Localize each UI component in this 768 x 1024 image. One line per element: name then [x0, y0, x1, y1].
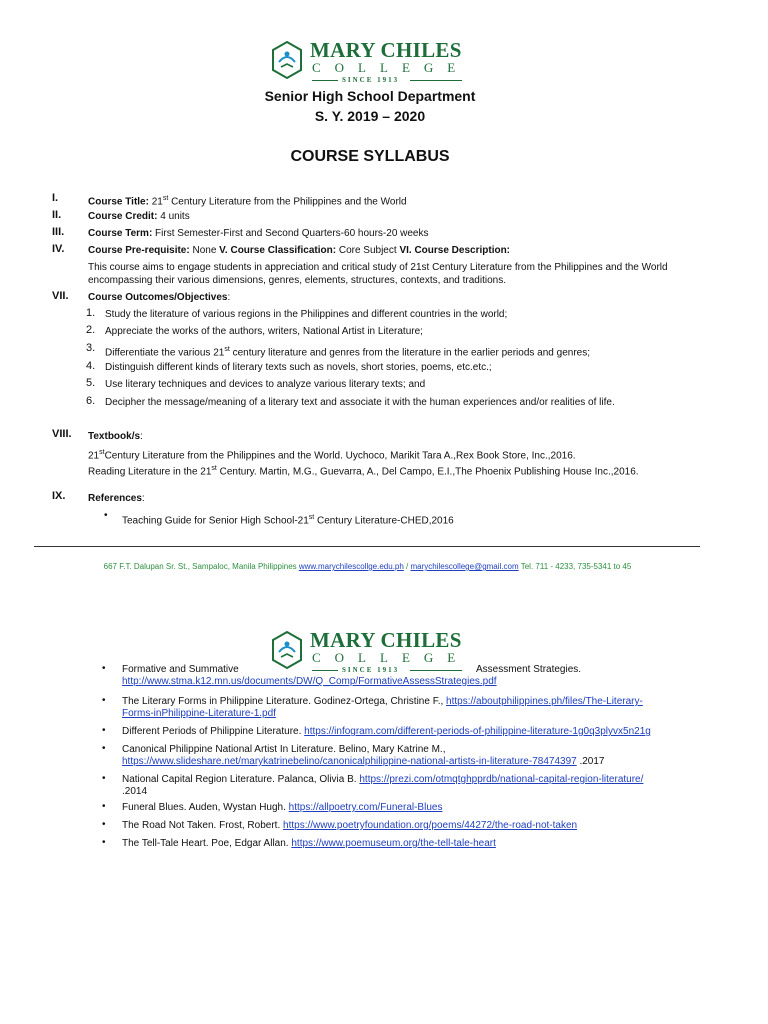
- objective-number: 2.: [86, 324, 96, 336]
- school-year-heading: S. Y. 2019 – 2020: [314, 108, 426, 124]
- college-since: SINCE 1913: [342, 76, 400, 84]
- objective-item: Distinguish different kinds of literary texts such as novels, short stories, poems, etc.etc.;: [105, 362, 492, 373]
- course-prereq-value: None: [189, 245, 220, 256]
- reference-2-link[interactable]: https://aboutphilippines.ph/files/The-Literary-: [446, 696, 643, 707]
- outcomes-heading: [88, 291, 230, 304]
- section-i-numeral: I.: [52, 192, 59, 204]
- reference-item: [122, 744, 702, 768]
- reference-item: [122, 820, 702, 832]
- bullet-icon: •: [102, 773, 106, 784]
- objective-item: Appreciate the works of the authors, writers, National Artist in Literature;: [105, 326, 423, 337]
- reference-5-text: National Capital Region Literature. Palanca, Olivia B.: [122, 774, 360, 785]
- college-subtitle: COLLEGE: [312, 60, 470, 75]
- objective-number: 4.: [86, 360, 96, 372]
- section-viii-numeral: VIII.: [52, 428, 72, 440]
- college-emblem-icon: [270, 40, 304, 80]
- textbook-2-sup: st: [211, 465, 217, 472]
- course-credit-row: [88, 210, 190, 223]
- reference-5-link[interactable]: https://prezi.com/otmqtghpprdb/national-capital-region-literature/: [359, 774, 644, 785]
- reference-4-tail: .2017: [576, 756, 605, 767]
- reference-item: [122, 511, 454, 527]
- reference-3-text: Different Periods of Philippine Literature.: [122, 726, 305, 737]
- reference-0-sup: st: [308, 514, 315, 521]
- textbook-2-post: Century. Martin, M.G., Guevarra, A., Del Campo, E.I.,The Phoenix Publishing House Inc.,2016.: [216, 466, 639, 478]
- textbook-1-post: Century Literature from the Philippines and the World. Uychoco, Marikit Tara A.,Rex Book Store, Inc.,2016.: [104, 450, 576, 462]
- objective-number: 1.: [86, 307, 96, 319]
- reference-item: [122, 696, 702, 720]
- course-term-row: [88, 227, 429, 240]
- bullet-icon: •: [104, 510, 108, 521]
- objective-3-post: century literature and genres from the literature in the earlier periods and genres;: [229, 347, 590, 359]
- objective-number: 3.: [86, 342, 96, 354]
- reference-2-text: The Literary Forms in Philippine Literature. Godinez-Ortega, Christine F.,: [122, 696, 447, 707]
- course-title-row: [88, 192, 407, 208]
- reference-6-text: Funeral Blues. Auden, Wystan Hugh.: [122, 802, 289, 813]
- footer-tel: Tel. 711 - 4233, 735-5341 to 45: [518, 562, 632, 571]
- outcomes-label: Course Outcomes/Objectives: [88, 292, 228, 303]
- course-title-value-post: Century Literature from the Philippines and the World: [168, 196, 407, 208]
- college-logo: [270, 40, 470, 86]
- page-divider: [34, 546, 700, 547]
- footer-address: 667 F.T. Dalupan Sr. St., Sampaloc, Manila Philippines: [103, 562, 299, 571]
- college-subtitle: COLLEGE: [312, 650, 470, 665]
- textbook-item: [88, 462, 639, 478]
- reference-1-a: Formative and Summative: [122, 664, 239, 675]
- course-credit-label: Course Credit:: [88, 211, 158, 222]
- references-colon: :: [141, 493, 145, 504]
- objective-number: 6.: [86, 395, 96, 407]
- section-iv-numeral: IV.: [52, 243, 65, 255]
- section-ii-numeral: II.: [52, 209, 62, 221]
- reference-1-b: Assessment Strategies.: [476, 664, 582, 675]
- objective-number: 5.: [86, 377, 96, 389]
- reference-0-pre: Teaching Guide for Senior High School-21: [122, 515, 309, 527]
- textbooks-label: Textbook/s: [88, 431, 141, 442]
- reference-4-link[interactable]: https://www.slideshare.net/marykatrinebelino/canonicalphilippine-national-artists-in-literature-78474397: [122, 756, 577, 767]
- reference-5-tail: .2014: [122, 786, 148, 797]
- objective-item: Use literary techniques and devices to analyze various literary texts; and: [105, 379, 426, 390]
- reference-1-link[interactable]: http://www.stma.k12.mn.us/documents/DW/Q_Comp/FormativeAssessStrategies.pdf: [122, 676, 497, 687]
- course-prereq-row: [88, 244, 510, 257]
- textbook-item: [88, 446, 576, 462]
- bullet-icon: •: [102, 725, 106, 736]
- course-classification-value: Core Subject: [336, 245, 400, 256]
- course-title-sup: st: [162, 195, 169, 202]
- reference-0-post: Century Literature-CHED,2016: [314, 515, 454, 527]
- reference-item: [122, 774, 702, 798]
- bullet-icon: •: [102, 663, 106, 674]
- section-iii-numeral: III.: [52, 226, 65, 238]
- objective-item: Study the literature of various regions in the Philippines and different countries in the world;: [105, 309, 508, 320]
- references-label: References: [88, 493, 142, 504]
- course-credit-value: 4 units: [157, 211, 190, 222]
- course-classification-label: V. Course Classification:: [219, 245, 337, 256]
- course-term-label: Course Term:: [88, 228, 153, 239]
- reference-8-link[interactable]: https://www.poemuseum.org/the-tell-tale-heart: [291, 838, 496, 849]
- college-brand-name: MARY CHILES: [310, 628, 462, 652]
- logo-rule-right: [410, 80, 462, 81]
- reference-2-link-cont[interactable]: Forms-inPhilippine-Literature-1.pdf: [122, 708, 276, 719]
- reference-6-link[interactable]: https://allpoetry.com/Funeral-Blues: [288, 802, 443, 813]
- section-vii-numeral: VII.: [52, 290, 69, 302]
- department-heading: Senior High School Department: [264, 88, 476, 104]
- course-description-label: VI. Course Description:: [399, 245, 511, 256]
- page-footer: [0, 562, 735, 571]
- section-ix-numeral: IX.: [52, 490, 66, 502]
- logo-rule-left: [312, 80, 338, 81]
- reference-item: [122, 838, 702, 850]
- reference-8-text: The Tell-Tale Heart. Poe, Edgar Allan.: [122, 838, 292, 849]
- reference-7-text: The Road Not Taken. Frost, Robert.: [122, 820, 284, 831]
- reference-4-text: Canonical Philippine National Artist In Literature. Belino, Mary Katrine M.,: [122, 744, 446, 755]
- bullet-icon: •: [102, 837, 106, 848]
- course-title-value-pre: 21: [148, 196, 163, 208]
- college-since: SINCE 1913: [342, 666, 400, 674]
- course-prereq-label: Course Pre-requisite:: [88, 245, 190, 256]
- bullet-icon: •: [102, 801, 106, 812]
- course-title-label: Course Title:: [88, 196, 149, 208]
- reference-item: [122, 664, 702, 688]
- reference-7-link[interactable]: https://www.poetryfoundation.org/poems/44272/the-road-not-taken: [283, 820, 578, 831]
- textbook-2-pre: Reading Literature in the 21: [88, 466, 212, 478]
- objective-3-sup: st: [224, 346, 230, 353]
- bullet-icon: •: [102, 819, 106, 830]
- reference-item: [122, 802, 702, 814]
- footer-website-link[interactable]: www.marychilescollge.edu.ph: [298, 562, 404, 571]
- textbook-1-pre: 21: [88, 450, 100, 462]
- page-title: COURSE SYLLABUS: [290, 148, 450, 165]
- college-brand-name: MARY CHILES: [310, 38, 462, 62]
- objective-item: [105, 343, 590, 359]
- references-heading: [88, 492, 145, 505]
- course-term-value: First Semester-First and Second Quarters-60 hours-20 weeks: [152, 228, 429, 239]
- objective-item: Decipher the message/meaning of a literary text and associate it with the human experiences and/or realities of life.: [105, 397, 615, 408]
- reference-3-link[interactable]: https://infogram.com/different-periods-of-philippine-literature-1g0q3plyvx5n21g: [304, 726, 651, 737]
- textbooks-heading: [88, 430, 143, 443]
- footer-separator: /: [403, 562, 411, 571]
- textbook-1-sup: st: [99, 449, 105, 456]
- outcomes-colon: :: [227, 292, 231, 303]
- reference-item: [122, 726, 722, 738]
- bullet-icon: •: [102, 695, 106, 706]
- textbooks-colon: :: [140, 431, 143, 442]
- footer-email-link[interactable]: marychilescollege@gmail.com: [410, 562, 519, 571]
- bullet-icon: •: [102, 743, 106, 754]
- objective-3-pre: Differentiate the various 21: [105, 347, 225, 359]
- course-description-text: This course aims to engage students in appreciation and critical study of 21st Century Literature from the Philippines and the World encompassing their various dimensions, genres, elements, structures, contexts, and traditions.: [88, 262, 668, 286]
